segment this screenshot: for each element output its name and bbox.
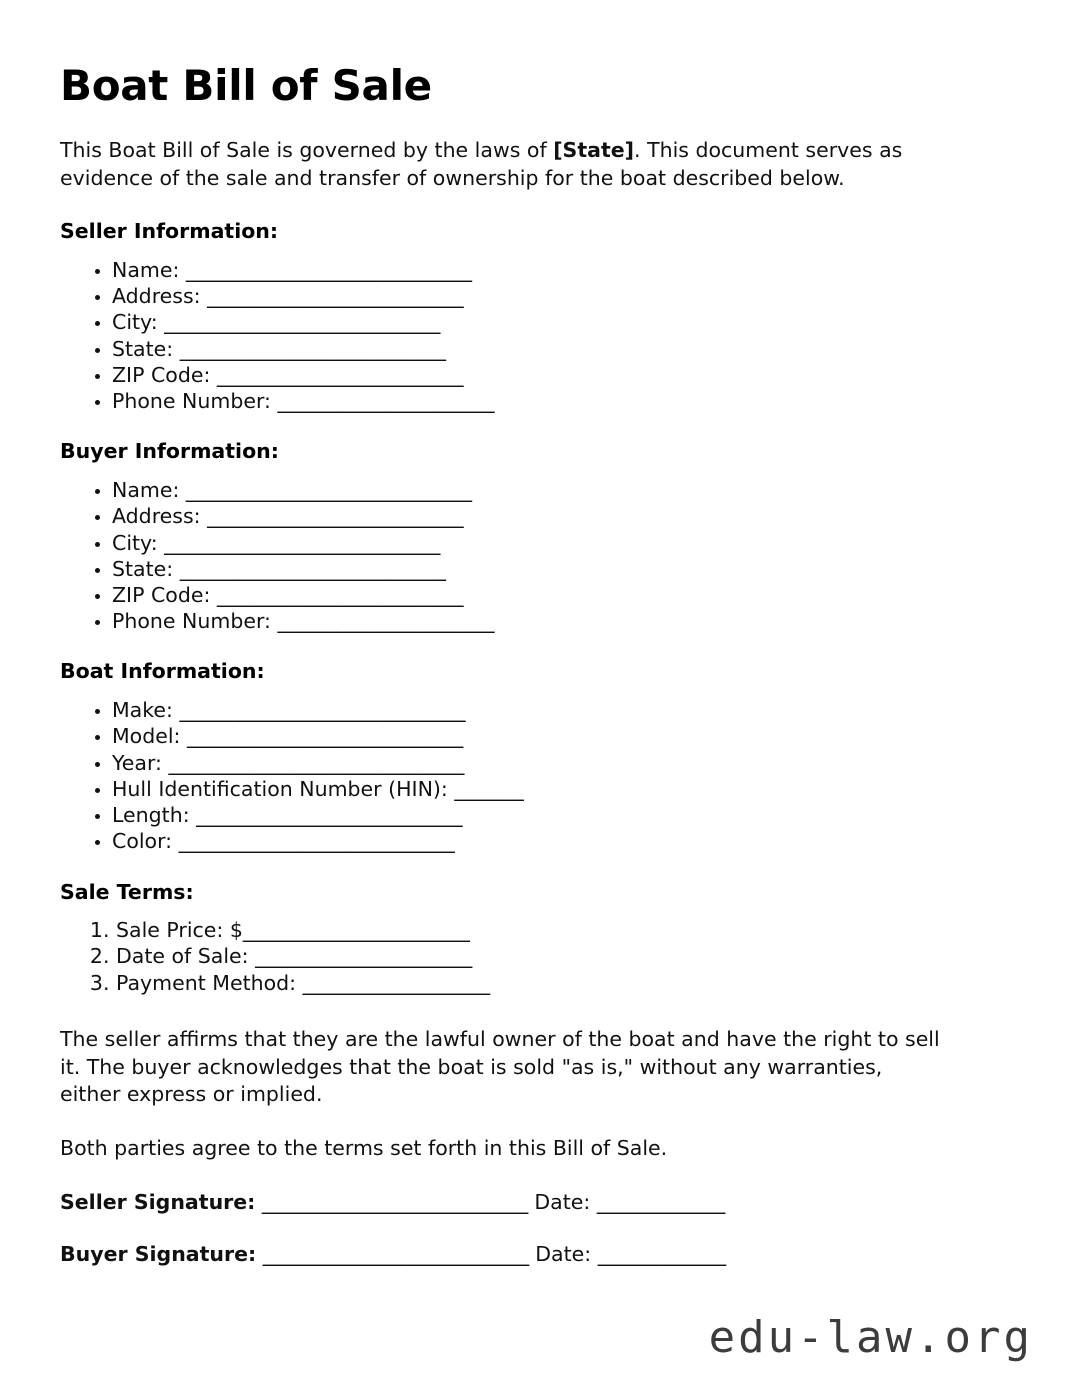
list-item bbox=[112, 336, 1015, 362]
list-item bbox=[112, 750, 1015, 776]
intro-paragraph bbox=[60, 137, 940, 192]
term-blank[interactable]: ___________________ bbox=[302, 970, 490, 995]
closing-statements bbox=[60, 1026, 1015, 1163]
field-blank[interactable]: ____________________________ bbox=[164, 530, 440, 555]
list-item bbox=[112, 828, 1015, 854]
field-blank[interactable]: ______________________ bbox=[277, 609, 495, 634]
field-blank[interactable]: _______ bbox=[454, 776, 524, 801]
seller-signature-row bbox=[60, 1189, 1015, 1216]
field-blank[interactable]: _________________________ bbox=[216, 583, 464, 607]
field-label: Phone Number: bbox=[112, 389, 271, 414]
field-label: Make: bbox=[112, 698, 173, 723]
list-item bbox=[112, 362, 1015, 388]
list-item bbox=[112, 556, 1015, 582]
field-label: Name: bbox=[112, 478, 180, 503]
seller-date-blank[interactable]: _____________ bbox=[596, 1189, 725, 1214]
term-label: Date of Sale: bbox=[116, 944, 249, 969]
field-blank[interactable]: ____________________________ bbox=[164, 310, 440, 335]
seller-signature-blank[interactable]: ___________________________ bbox=[261, 1189, 528, 1214]
field-blank[interactable]: _________________________ bbox=[216, 362, 464, 387]
buyer-signature-row bbox=[60, 1241, 1015, 1268]
field-label: Length: bbox=[112, 803, 190, 828]
field-label: ZIP Code: bbox=[112, 583, 211, 607]
buyer-information-field-list bbox=[60, 477, 1015, 634]
field-blank[interactable]: ___________________________ bbox=[179, 556, 446, 581]
seller-date-label: Date: bbox=[534, 1189, 591, 1214]
buyer-signature-label: Buyer Signature: bbox=[60, 1242, 257, 1267]
buyer-information-heading: Buyer Information: bbox=[60, 439, 279, 464]
list-item bbox=[112, 388, 1015, 414]
list-item bbox=[112, 723, 1015, 749]
list-item bbox=[112, 776, 1015, 802]
footer-watermark: edu-law.org bbox=[708, 1312, 1033, 1363]
field-label: Model: bbox=[112, 724, 181, 749]
seller-information-field-list bbox=[60, 257, 1015, 414]
field-label: Address: bbox=[112, 284, 201, 309]
sale-terms-list bbox=[60, 917, 1015, 996]
list-item bbox=[112, 503, 1015, 529]
list-item bbox=[112, 283, 1015, 309]
field-label: State: bbox=[112, 556, 174, 581]
buyer-date-blank[interactable]: _____________ bbox=[597, 1242, 726, 1267]
field-blank[interactable]: __________________________ bbox=[207, 504, 464, 529]
field-blank[interactable]: _____________________________ bbox=[185, 258, 472, 283]
field-label: City: bbox=[112, 310, 158, 335]
page-title: Boat Bill of Sale bbox=[60, 61, 432, 110]
field-blank[interactable]: ______________________________ bbox=[168, 750, 464, 775]
document-content bbox=[60, 62, 1015, 1294]
field-label: ZIP Code: bbox=[112, 362, 211, 387]
field-blank[interactable]: ___________________________ bbox=[179, 336, 446, 361]
list-item bbox=[112, 697, 1015, 723]
field-label: Year: bbox=[112, 750, 162, 775]
field-label: Address: bbox=[112, 504, 201, 529]
affirmation-paragraph: The seller affirms that they are the lawful owner of the boat and have the right to sell it. The buyer acknowledges that the boat is sold "as is," without any warranties, either express or implied. bbox=[60, 1026, 940, 1107]
term-label: Sale Price: $ bbox=[116, 918, 243, 943]
field-blank[interactable]: ___________________________ bbox=[196, 803, 463, 828]
list-item bbox=[112, 802, 1015, 828]
field-label: Color: bbox=[112, 829, 173, 854]
term-blank[interactable]: ______________________ bbox=[255, 944, 472, 969]
field-blank[interactable]: _____________________________ bbox=[185, 478, 472, 503]
list-item bbox=[112, 608, 1015, 634]
agreement-paragraph: Both parties agree to the terms set forth in this Bill of Sale. bbox=[60, 1135, 668, 1160]
boat-information-field-list bbox=[60, 697, 1015, 854]
sale-terms-heading: Sale Terms: bbox=[60, 879, 194, 904]
intro-text-before-state: This Boat Bill of Sale is governed by the laws of bbox=[60, 138, 554, 163]
field-label: State: bbox=[112, 336, 174, 361]
list-item bbox=[112, 257, 1015, 283]
list-item bbox=[112, 477, 1015, 503]
term-label: Payment Method: bbox=[116, 970, 297, 995]
intro-text-after-state: . This document serves as evidence of the sale and transfer of ownership for the boat described below. bbox=[60, 138, 903, 190]
boat-information-heading: Boat Information: bbox=[60, 659, 265, 684]
field-label: City: bbox=[112, 530, 158, 555]
term-blank[interactable]: _______________________ bbox=[242, 918, 470, 943]
field-label: Phone Number: bbox=[112, 609, 271, 634]
field-label: Hull Identification Number (HIN): bbox=[112, 776, 448, 801]
state-placeholder: [State] bbox=[553, 138, 635, 163]
buyer-signature-blank[interactable]: ___________________________ bbox=[262, 1242, 529, 1267]
field-blank[interactable]: ______________________ bbox=[277, 389, 495, 414]
list-item bbox=[112, 582, 1015, 608]
seller-signature-label: Seller Signature: bbox=[60, 1189, 256, 1214]
list-item bbox=[112, 530, 1015, 556]
field-blank[interactable]: ____________________________ bbox=[187, 724, 463, 749]
field-blank[interactable]: ____________________________ bbox=[178, 829, 455, 854]
field-blank[interactable]: __________________________ bbox=[207, 284, 464, 309]
list-item bbox=[116, 970, 1015, 996]
seller-information-heading: Seller Information: bbox=[60, 219, 279, 244]
list-item bbox=[116, 917, 1015, 943]
field-label: Name: bbox=[112, 258, 180, 283]
buyer-date-label: Date: bbox=[535, 1242, 592, 1267]
list-item bbox=[112, 309, 1015, 335]
field-blank[interactable]: _____________________________ bbox=[179, 698, 466, 723]
list-item bbox=[116, 943, 1015, 969]
